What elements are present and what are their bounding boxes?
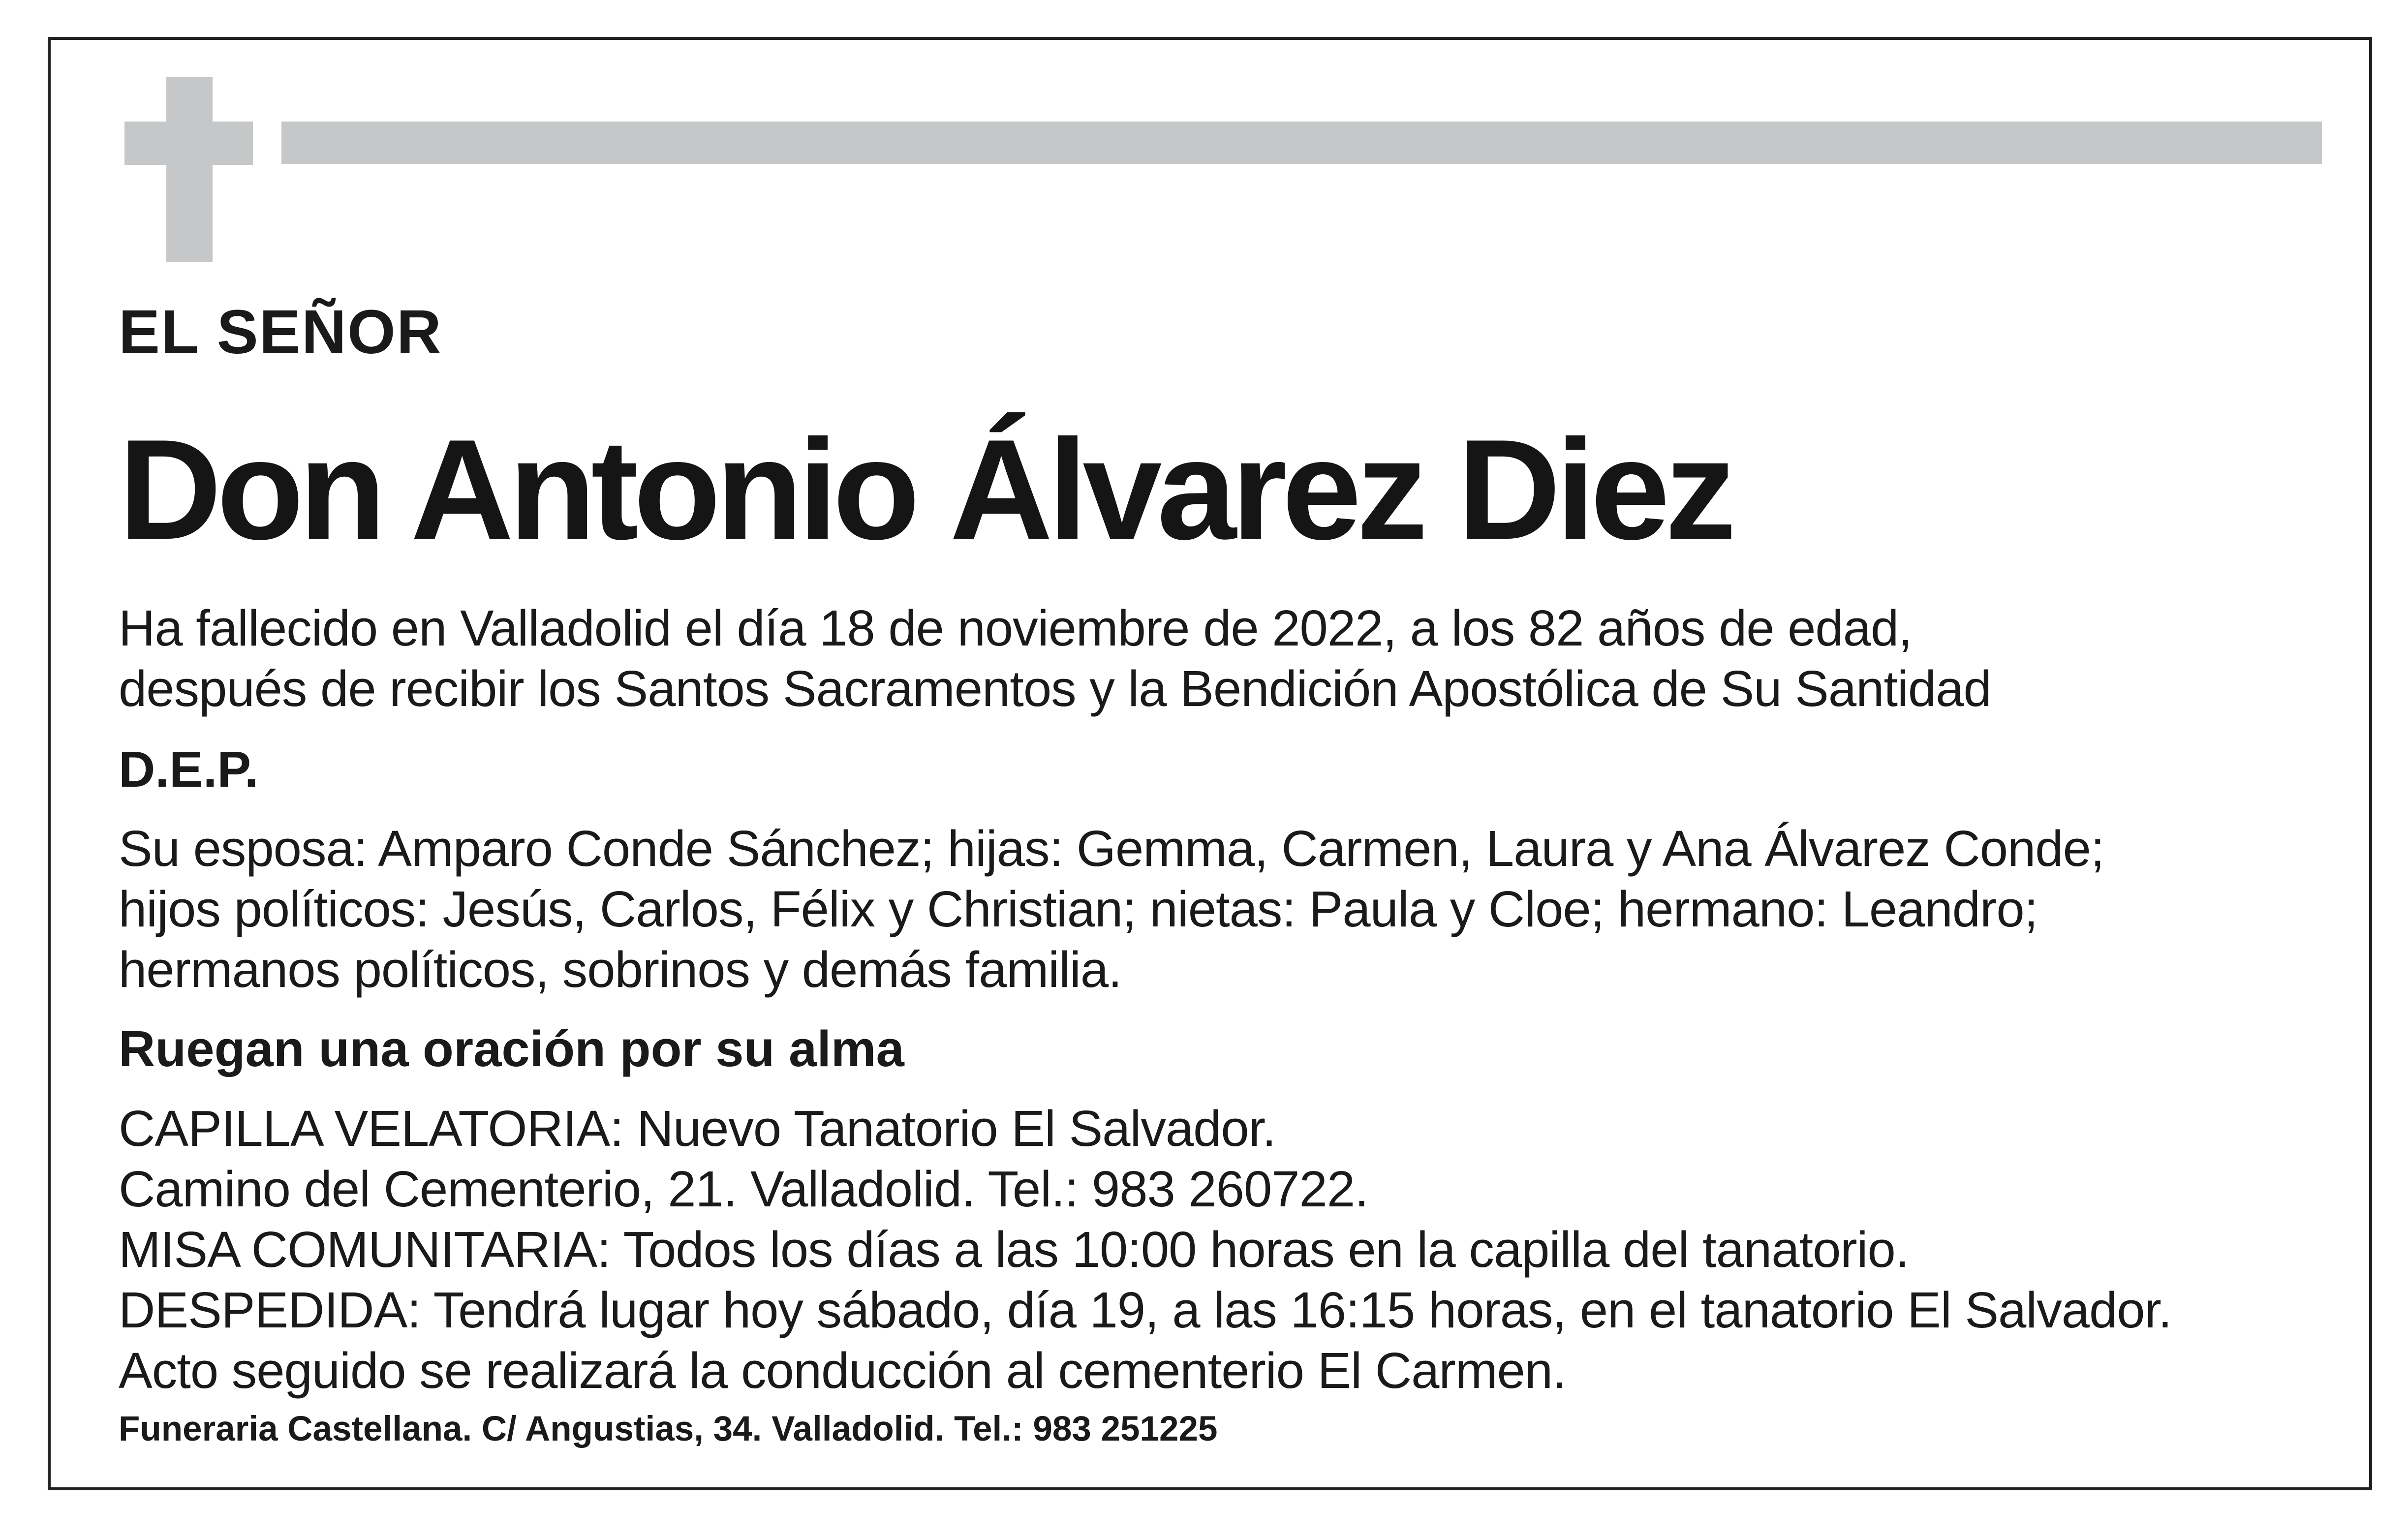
header-rule-bar (281, 122, 2322, 164)
family-paragraph (119, 818, 2104, 1000)
service-line: MISA COMUNITARIA: Todos los días a las 10:00 horas en la capilla del tanatorio. (119, 1221, 1909, 1278)
family-line: Su esposa: Amparo Conde Sánchez; hijas: Gemma, Carmen, Laura y Ana Álvarez Conde; (119, 820, 2104, 877)
services-paragraph (119, 1098, 2172, 1401)
service-line: DESPEDIDA: Tendrá lugar hoy sábado, día 19, a las 16:15 horas, en el tanatorio El Salvador. (119, 1282, 2172, 1338)
death-notice-paragraph (119, 598, 1991, 719)
title-prefix: EL SEÑOR (119, 297, 442, 367)
prayer-request: Ruegan una oración por su alma (119, 1020, 904, 1077)
death-notice-line: Ha fallecido en Valladolid el día 18 de noviembre de 2022, a los 82 años de edad, (119, 600, 1912, 656)
service-line: Acto seguido se realizará la conducción al cementerio El Carmen. (119, 1342, 1566, 1399)
funeral-home-footer: Funeraria Castellana. C/ Angustias, 34. Valladolid. Tel.: 983 251225 (119, 1410, 1218, 1448)
service-line: CAPILLA VELATORIA: Nuevo Tanatorio El Salvador. (119, 1100, 1276, 1157)
family-line: hermanos políticos, sobrinos y demás familia. (119, 941, 1122, 998)
rip-label: D.E.P. (119, 741, 259, 798)
deceased-name: Don Antonio Álvarez Diez (119, 410, 1731, 569)
death-notice-line: después de recibir los Santos Sacramentos y la Bendición Apostólica de Su Santidad (119, 660, 1991, 717)
service-line: Camino del Cementerio, 21. Valladolid. Tel.: 983 260722. (119, 1161, 1368, 1217)
family-line: hijos políticos: Jesús, Carlos, Félix y Christian; nietas: Paula y Cloe; hermano: Leandro; (119, 881, 2038, 937)
cross-icon (166, 77, 213, 262)
cross-icon-arm (124, 122, 253, 165)
